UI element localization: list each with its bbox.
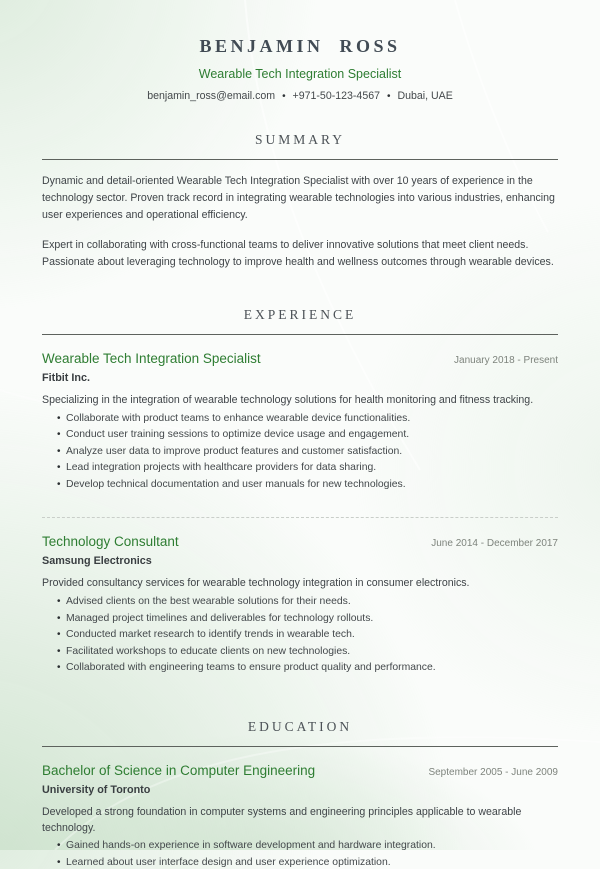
job-company: Fitbit Inc.: [42, 371, 90, 384]
resume-header: [42, 36, 558, 102]
education-dates: September 2005 - June 2009: [428, 766, 558, 778]
entry-divider: [42, 517, 558, 518]
education-bullet-list: [42, 839, 558, 869]
contact-location: Dubai, UAE: [397, 90, 453, 102]
job-bullet-list: [42, 595, 558, 675]
job-bullet: • Develop technical documentation and user manuals for new technologies.: [57, 478, 558, 492]
section-education: [42, 719, 558, 869]
job-bullet: • Collaborate with product teams to enhance wearable device functionalities.: [57, 412, 558, 426]
education-heading: EDUCATION: [247, 718, 353, 734]
section-experience: [42, 307, 558, 675]
job-bullet-list: [42, 412, 558, 492]
job-bullet: • Collaborated with engineering teams to ensure product quality and performance.: [57, 661, 558, 675]
section-rule: [42, 334, 558, 335]
job-company: Samsung Electronics: [42, 555, 152, 568]
entry-header: [42, 351, 558, 366]
job-bullet: • Managed project timelines and deliverables for technology rollouts.: [57, 612, 558, 626]
entry-header: [42, 534, 558, 549]
candidate-title: Wearable Tech Integration Specialist: [198, 67, 402, 81]
job-bullet: • Analyze user data to improve product features and customer satisfaction.: [57, 445, 558, 459]
summary-paragraph: Dynamic and detail-oriented Wearable Tech Integration Specialist with over 10 years of experience in the technology sector. Proven track record in integrating wearable technologies into various industries, enhancing user experiences and operational efficiency.: [42, 175, 555, 221]
contact-email: benjamin_ross@email.com: [147, 90, 276, 102]
job-title: Technology Consultant: [42, 534, 179, 550]
job-description: Provided consultancy services for wearable technology integration in consumer electronics.: [42, 577, 470, 590]
contact-line: [42, 90, 558, 102]
education-bullet: • Learned about user interface design and user experience optimization.: [57, 856, 558, 869]
section-summary: [42, 132, 558, 271]
contact-phone: +971-50-123-4567: [292, 90, 381, 102]
summary-heading: SUMMARY: [254, 132, 346, 147]
job-bullet: • Advised clients on the best wearable solutions for their needs.: [57, 595, 558, 609]
job-description: Specializing in the integration of wearable technology solutions for health monitoring and fitness tracking.: [42, 393, 534, 406]
job-bullet: • Lead integration projects with healthcare providers for data sharing.: [57, 461, 558, 475]
experience-entry: [42, 534, 558, 674]
education-bullet: • Gained hands-on experience in software development and hardware integration.: [57, 839, 558, 853]
job-bullet: • Facilitated workshops to educate clients on new technologies.: [57, 645, 558, 659]
education-entry: [42, 763, 558, 869]
experience-heading: EXPERIENCE: [243, 306, 357, 322]
contact-separator-dot: •: [282, 91, 286, 102]
job-bullet: • Conducted market research to identify trends in wearable tech.: [57, 628, 558, 642]
degree-title: Bachelor of Science in Computer Engineering: [42, 762, 316, 778]
candidate-name: BENJAMIN ROSS: [199, 36, 401, 56]
summary-paragraph: Expert in collaborating with cross-functional teams to deliver innovative solutions that meet client needs. Passionate about leveraging technology to improve health and wellness outcomes through wearable devices.: [42, 238, 554, 268]
experience-entry: [42, 351, 558, 491]
section-rule: [42, 746, 558, 747]
job-title: Wearable Tech Integration Specialist: [42, 350, 261, 366]
education-description: Developed a strong foundation in computer systems and engineering principles applicable to wearable technology.: [42, 805, 522, 834]
resume-content: [42, 36, 558, 869]
education-school: University of Toronto: [42, 783, 151, 796]
job-dates: June 2014 - December 2017: [431, 538, 558, 550]
job-bullet: • Conduct user training sessions to optimize device usage and engagement.: [57, 428, 558, 442]
entry-header: [42, 763, 558, 778]
section-rule: [42, 159, 558, 160]
contact-separator-dot: •: [386, 91, 391, 102]
job-dates: January 2018 - Present: [454, 354, 558, 366]
